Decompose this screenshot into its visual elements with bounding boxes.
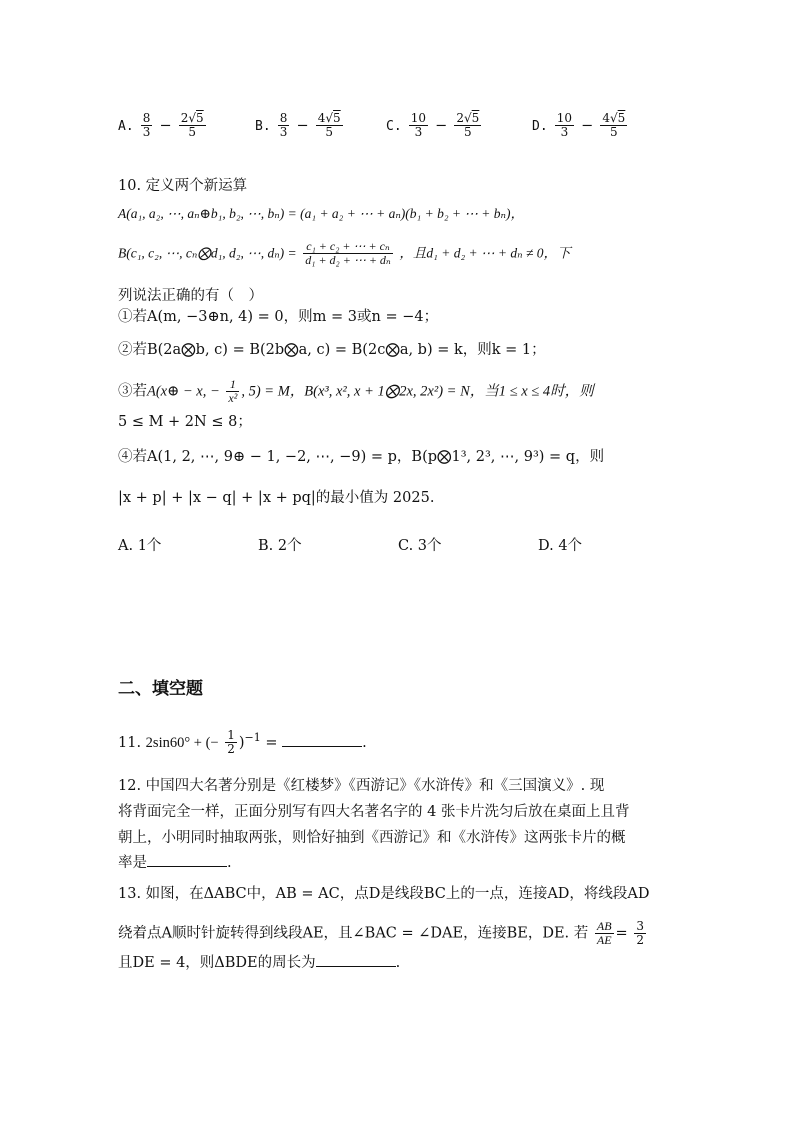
q10-option-d: D. 4个 [538, 538, 583, 554]
fraction: $\frac{1}{2}$ [227, 728, 235, 757]
q12-line4: 率是 . [118, 852, 232, 873]
q10-statement-3: ③若A(x⊕ − x, − $\frac{1}{\text{x²}}$ , 5) = M，B(x³, x², x + 1⨂2x, 2x²) = N，当1 ≤ x ≤ 4时，则 [118, 377, 594, 405]
q10-def-b: B(c₁, c₂, ⋯, cₙ⨂d₁, d₂, ⋯, dₙ) = $\frac{\text{c₁ + c₂ + ⋯ + cₙ}}{\text{d₁ + d₂ + ⋯ + dₙ}}$ ，且d₁ + d₂ + ⋯ + dₙ ≠ 0，下 [118, 239, 571, 267]
q12-line1: 12. 中国四大名著分别是《红楼梦》《西游记》《水浒传》和《三国演义》. 现 [118, 778, 605, 794]
fraction: $\frac{8}{3}$ [142, 111, 151, 139]
fraction: $\frac{4√5}{5}$ [602, 111, 626, 139]
fraction: $\frac{2√5}{5}$ [180, 111, 204, 139]
q10-statement-1: ①若A(m, −3⊕n, 4) = 0，则m = 3或n = −4； [118, 309, 439, 325]
question-11: 11. 2sin60° + (− $\frac{1}{2}$ )$^{-1}$ = . [118, 728, 367, 757]
q10-stem: 10. 定义两个新运算 [118, 178, 248, 194]
q12-line3: 朝上，小明同时抽取两张，则恰好抽到《西游记》和《水浒传》这两张卡片的概 [118, 830, 626, 846]
fraction: $\frac{AB}{AE}$ [596, 919, 612, 947]
q9-option-c: C. $\frac{10}{3}$ − $\frac{2√5}{5}$ [386, 111, 480, 139]
answer-blank[interactable] [316, 952, 396, 967]
q10-option-a: A. 1个 [118, 538, 162, 554]
q10-def-a: A(a₁, a₂, ⋯, aₙ⊕b₁, b₂, ⋯, bₙ) = (a₁ + a₂ + ⋯ + aₙ)(b₁ + b₂ + ⋯ + bₙ)， [118, 206, 524, 221]
answer-blank[interactable] [147, 852, 227, 867]
fraction: $\frac{1}{\text{x²}}$ [228, 377, 238, 405]
q12-line2: 将背面完全一样，正面分别写有四大名著名字的 4 张卡片洗匀后放在桌面上且背 [118, 804, 630, 820]
section-heading: 二、填空题 [118, 679, 203, 699]
q9-option-b: B. $\frac{8}{3}$ − $\frac{4√5}{5}$ [255, 111, 341, 139]
q9-option-a: A. $\frac{8}{3}$ − $\frac{2√5}{5}$ [118, 111, 204, 139]
fraction: $\frac{10}{3}$ [556, 111, 573, 139]
fraction: $\frac{\text{c₁ + c₂ + ⋯ + cₙ}}{\text{d₁ + d₂ + ⋯ + dₙ}}$ [305, 239, 391, 267]
q13-line3: 且DE = 4，则ΔBDE的周长为 . [118, 952, 400, 973]
fraction: $\frac{10}{3}$ [410, 111, 427, 139]
q9-option-d: D. $\frac{10}{3}$ − $\frac{4√5}{5}$ [532, 111, 626, 139]
q10-statement-2: ②若B(2a⨂b, c) = B(2b⨂a, c) = B(2c⨂a, b) = k，则k = 1； [118, 342, 546, 358]
fraction: $\frac{3}{2}$ [636, 919, 644, 947]
q10-statement-4-line2: |x + p| + |x − q| + |x + pq|的最小值为 2025. [118, 490, 435, 506]
q13-line1: 13. 如图，在ΔABC中，AB = AC，点D是线段BC上的一点，连接AD，将线段AD [118, 886, 650, 902]
fraction: $\frac{4√5}{5}$ [317, 111, 341, 139]
q10-statement-3-line2: 5 ≤ M + 2N ≤ 8； [118, 414, 252, 430]
q10-option-c: C. 3个 [398, 538, 442, 554]
q10-line2: 列说法正确的有（ ） [118, 288, 263, 304]
answer-blank[interactable] [282, 732, 362, 747]
fraction: $\frac{8}{3}$ [279, 111, 288, 139]
fraction: $\frac{2√5}{5}$ [456, 111, 480, 139]
q10-statement-4: ④若A(1, 2, ⋯, 9⊕ − 1, −2, ⋯, −9) = p，B(p⨂1³, 2³, ⋯, 9³) = q，则 [118, 449, 605, 465]
q10-option-b: B. 2个 [258, 538, 302, 554]
q13-line2: 绕着点A顺时针旋转得到线段AE，且∠BAC = ∠DAE，连接BE，DE. 若 $\frac{AB}{AE}$ = $\frac{3}{2}$ [118, 919, 644, 947]
